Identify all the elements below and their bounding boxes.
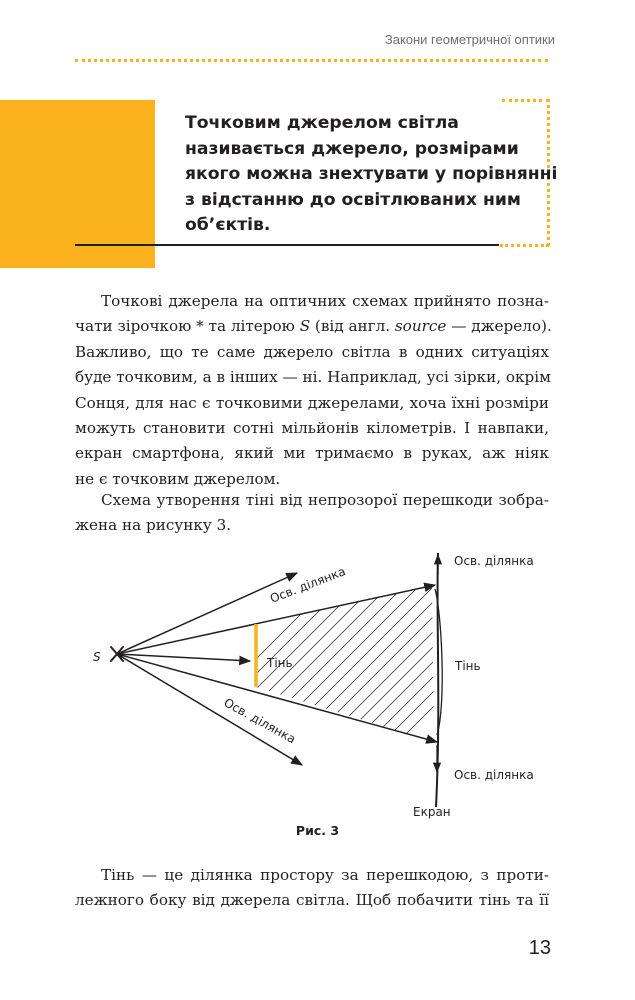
italic-word-source: source [394,317,447,336]
paragraph-point-sources [75,289,552,492]
paragraph-line: Важливо, що те саме джерело світла в одних ситуаціях [75,342,549,361]
paragraph-line: буде точковим, а в інших — ні. Наприклад, усі зірки, окрім [75,368,551,387]
shadow-hatching [140,555,550,775]
page-number: 13 [528,937,551,959]
definition-line: Точковим джерелом світла [185,113,459,133]
text-run: — джерело). [446,317,552,336]
text-run: чати зірочкою * та літерою [75,317,300,336]
screen-top-label: Осв. ділянка [454,554,534,568]
accent-block [0,100,155,268]
paragraph-line: жена на рисунку 3. [75,516,232,535]
text-run: (від англ. [310,317,395,336]
italic-symbol-s: S [299,317,311,336]
definition-line: якого можна знехтувати у порівнянні [185,164,558,184]
definition-dotted-frame-bottom [500,244,549,247]
paragraph-line: лежного боку від джерела світла. Щоб побачити тінь та її [75,891,549,910]
paragraph-line: не є точковим джерелом. [75,469,281,488]
paragraph-line: Сонця, для нас є точковими джерелами, хоча їхні розміри [75,393,549,412]
source-label: S [93,650,101,664]
running-header: Закони геометричної оптики [384,32,555,47]
definition-line: з відстанню до освітлюваних ним [185,189,521,210]
header-dotted-divider [75,59,548,62]
paragraph-line: можуть становити сотні мільйонів кілометрів. І навпаки, [75,419,549,438]
paragraph-line: екран смартфона, який ми тримаємо в руках, аж ніяк [75,444,549,463]
paragraph-line: Тінь — це ділянка простору за перешкодою, з проти- [101,866,549,884]
lit-zone-upper-label: Осв. ділянка [268,564,348,606]
shadow-center-label: Тінь [267,656,293,670]
definition-underline [75,244,499,246]
definition-box [185,111,558,239]
screen-bottom-label: Осв. ділянка [454,768,534,782]
paragraph-line: Схема утворення тіні від непрозорої перешкоди зобра- [101,491,549,509]
screen-label: Екран [413,805,451,819]
definition-dotted-frame-top [502,99,549,102]
paragraph-shadow-definition [75,863,549,914]
ray-arrow-upper [117,573,297,654]
lit-zone-lower-label: Осв. ділянка [221,695,299,747]
screen-shadow-label: Тінь [455,659,481,673]
paragraph-figure-reference [75,488,549,539]
definition-line: називається джерело, розмірами [185,138,519,159]
paragraph-line [75,314,552,339]
definition-line: об’єктів. [185,215,271,235]
paragraph-line: Точкові джерела на оптичних схемах прийнято позна- [101,292,549,310]
figure-caption: Рис. 3 [295,823,340,838]
shadow-formation-diagram [80,545,550,820]
